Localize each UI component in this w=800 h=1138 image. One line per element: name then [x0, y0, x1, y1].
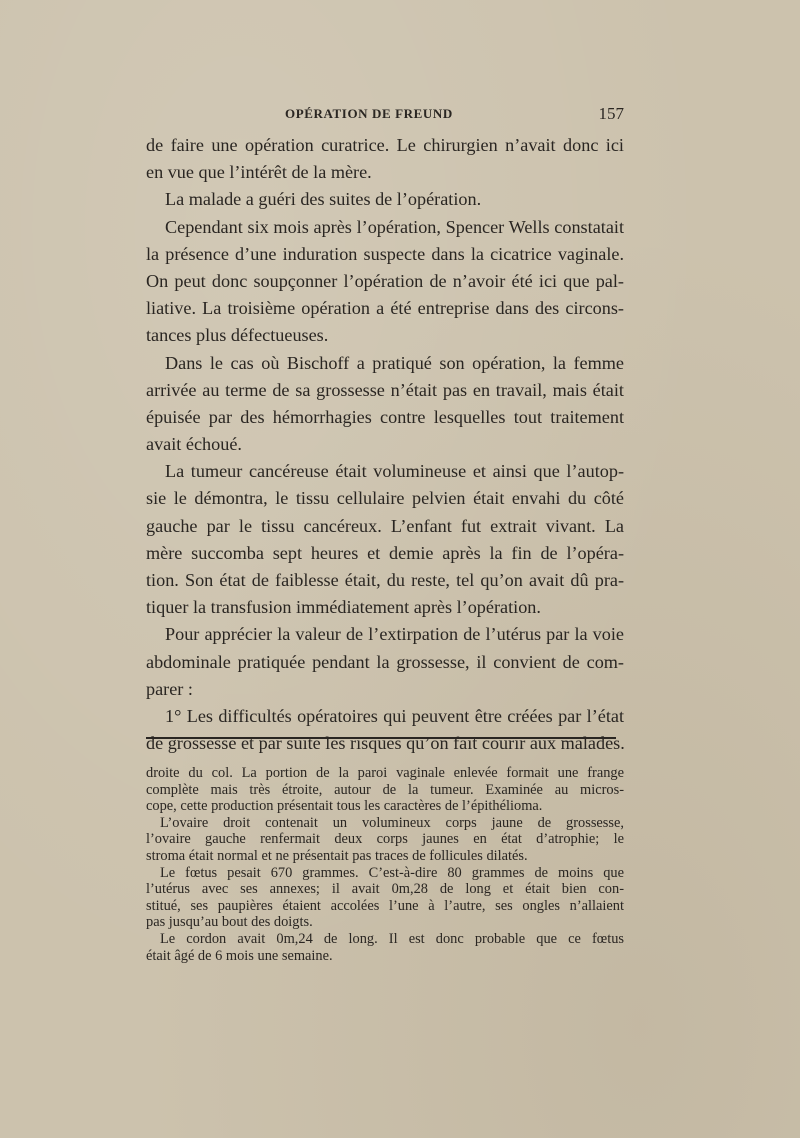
text-line: Pour apprécier la valeur de l’extirpation de l’utérus par la voie [165, 624, 624, 645]
footnote-separator-rule [146, 737, 616, 739]
footnote-block [146, 765, 624, 964]
text-line: mère succomba sept heures et demie après la fin de l’opéra- [146, 542, 624, 563]
footnote-line: l’utérus avec ses annexes; il avait 0m,28 de long et était bien con- [146, 881, 624, 898]
footnote-line: l’ovaire gauche renfermait deux corps jaunes en état d’atrophie; le [146, 831, 624, 848]
text-line: sie le démontra, le tissu cellulaire pelvien était envahi du côté [146, 488, 624, 509]
text-line: abdominale pratiquée pendant la grossesse, il convient de com- [146, 651, 624, 672]
footnote-line: L’ovaire droit contenait un volumineux corps jaune de grossesse, [160, 814, 624, 831]
text-line: tion. Son état de faiblesse était, du reste, tel qu’on avait dû pra- [146, 570, 624, 590]
footnote-line: pas jusqu’au bout des doigts. [146, 914, 313, 931]
text-line: 1° Les difficultés opératoires qui peuvent être créées par l’état [165, 705, 624, 726]
footnote-line: complète mais très étroite, autour de la tumeur. Examinée au micros- [146, 781, 624, 798]
text-line: de faire une opération curatrice. Le chirurgien n’avait donc ici [146, 135, 624, 155]
text-line: en vue que l’intérêt de la mère. [146, 162, 372, 183]
text-line: tiquer la transfusion immédiatement après l’opération. [146, 597, 541, 618]
text-line: gauche par le tissu cancéreux. L’enfant fut extrait vivant. La [146, 515, 624, 536]
text-line: tances plus défectueuses. [146, 325, 329, 346]
page-header [146, 104, 624, 128]
footnote-line: était âgé de 6 mois une semaine. [146, 947, 333, 964]
footnote-line: stroma était normal et ne présentait pas traces de follicules dilatés. [146, 847, 528, 864]
footnote-line: Le cordon avait 0m,24 de long. Il est donc probable que ce fœtus [160, 930, 624, 947]
text-line: arrivée au terme de sa grossesse n’était pas en travail, mais était [146, 379, 624, 400]
body-text [146, 132, 624, 757]
footnote-line: Le fœtus pesait 670 grammes. C’est-à-dire 80 grammes de moins que [160, 864, 624, 881]
text-line: La malade a guéri des suites de l’opération. [165, 189, 482, 210]
text-line: La tumeur cancéreuse était volumineuse et ainsi que l’autop- [165, 461, 624, 482]
text-line: épuisée par des hémorrhagies contre lesquelles tout traitement [146, 406, 624, 427]
running-title: OPÉRATION DE FREUND [285, 106, 453, 121]
text-line: la présence d’une induration suspecte dans la cicatrice vaginale. [146, 243, 624, 264]
text-line: On peut donc soupçonner l’opération de n’avoir été ici que pal- [146, 270, 624, 291]
footnote-line: droite du col. La portion de la paroi vaginale enlevée formait une frange [146, 765, 624, 781]
footnote-line: cope, cette production présentait tous les caractères de l’épithélioma. [146, 798, 543, 815]
page-number: 157 [598, 104, 624, 123]
text-line: Cependant six mois après l’opération, Spencer Wells constatait [165, 216, 624, 237]
text-line: liative. La troisième opération a été entreprise dans des circons- [146, 298, 624, 319]
text-line: Dans le cas où Bischoff a pratiqué son opération, la femme [165, 352, 624, 373]
text-line: parer : [146, 678, 193, 699]
text-line: de grossesse et par suite les risques qu’on fait courir aux malades. [146, 733, 625, 754]
footnote-line: stitué, ses paupières étaient accolées l’une à l’autre, ses ongles n’allaient [146, 897, 624, 914]
text-line: avait échoué. [146, 434, 242, 455]
